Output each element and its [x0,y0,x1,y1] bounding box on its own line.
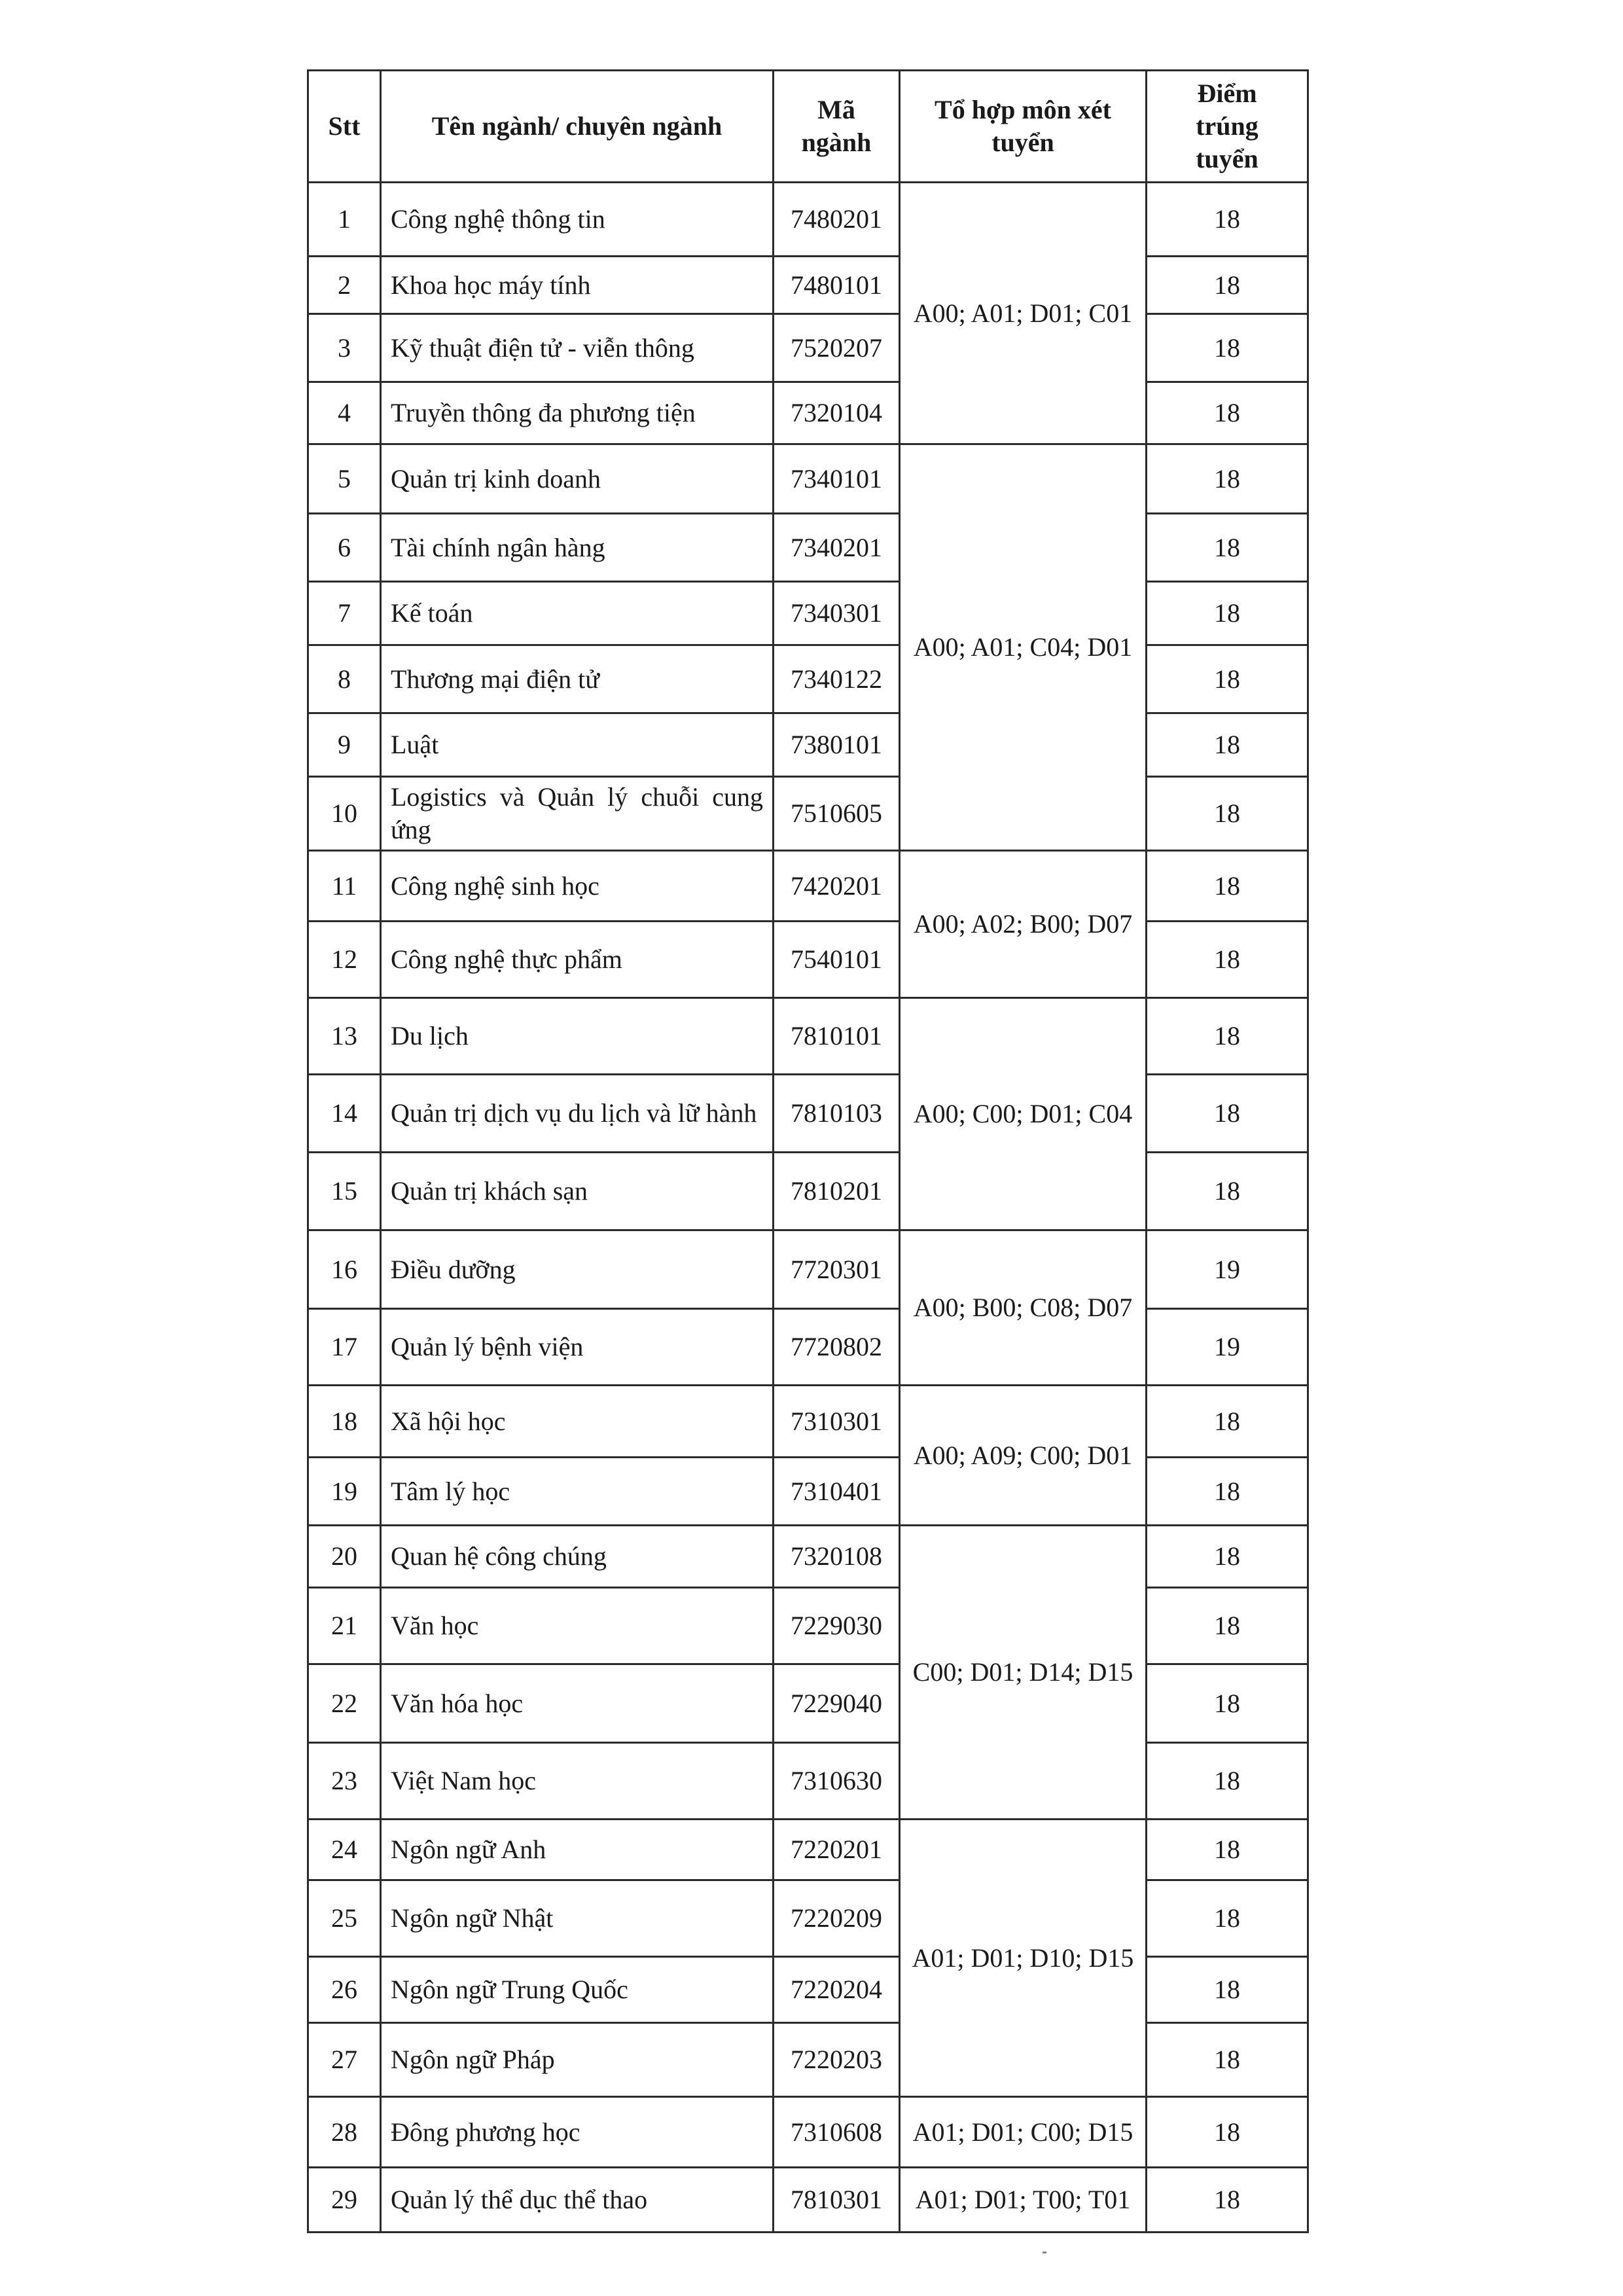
row-major-code: 7810201 [774,1153,900,1230]
row-admission-score: 18 [1147,1588,1308,1664]
row-major-code: 7520207 [774,314,900,382]
row-stt: 9 [308,713,381,777]
row-stt: 3 [308,314,381,382]
row-major-code: 7340301 [774,582,900,645]
table-row [308,514,1308,582]
row-admission-score: 18 [1147,713,1308,777]
row-admission-score: 18 [1147,1880,1308,1957]
row-major-name: Tâm lý học [381,1458,774,1526]
table-row [308,1386,1308,1458]
row-major-code: 7320104 [774,382,900,444]
row-admission-score: 18 [1147,1743,1308,1820]
header-subject-combination: Tổ hợp môn xét tuyển [900,71,1147,183]
row-admission-score: 18 [1147,314,1308,382]
subject-combination-cell: C00; D01; D14; D15 [900,1526,1147,1820]
row-major-name: Quản lý thể dục thể thao [381,2168,774,2233]
table-row [308,257,1308,314]
row-admission-score: 18 [1147,1526,1308,1588]
table-row [308,1880,1308,1957]
row-major-name: Ngôn ngữ Nhật [381,1880,774,1957]
row-major-name: Quản trị dịch vụ du lịch và lữ hành [381,1075,774,1153]
table-row [308,713,1308,777]
row-major-code: 7720802 [774,1309,900,1386]
row-major-code: 7810301 [774,2168,900,2233]
row-admission-score: 19 [1147,1230,1308,1309]
row-major-name: Công nghệ sinh học [381,851,774,922]
table-row [308,314,1308,382]
row-stt: 27 [308,2023,381,2097]
row-admission-score: 18 [1147,777,1308,851]
row-stt: 29 [308,2168,381,2233]
subject-combination-cell: A00; A01; D01; C01 [900,183,1147,444]
row-stt: 20 [308,1526,381,1588]
row-stt: 23 [308,1743,381,1820]
table-row [308,1309,1308,1386]
row-admission-score: 18 [1147,2023,1308,2097]
row-stt: 7 [308,582,381,645]
row-major-code: 7220204 [774,1957,900,2023]
row-major-code: 7340122 [774,645,900,713]
row-major-code: 7480201 [774,183,900,257]
row-major-name: Ngôn ngữ Trung Quốc [381,1957,774,2023]
header-major-code: Mã ngành [774,71,900,183]
table-row [308,1153,1308,1230]
row-stt: 24 [308,1820,381,1880]
row-major-code: 7810103 [774,1075,900,1153]
row-major-name: Luật [381,713,774,777]
row-major-code: 7340101 [774,444,900,514]
row-major-code: 7540101 [774,922,900,998]
row-major-code: 7229040 [774,1664,900,1743]
row-major-name: Điều dưỡng [381,1230,774,1309]
header-stt: Stt [308,71,381,183]
row-stt: 26 [308,1957,381,2023]
row-major-name: Du lịch [381,998,774,1075]
row-stt: 21 [308,1588,381,1664]
table-row [308,777,1308,851]
row-major-name: Văn hóa học [381,1664,774,1743]
row-major-name: Quan hệ công chúng [381,1526,774,1588]
row-major-code: 7480101 [774,257,900,314]
row-stt: 12 [308,922,381,998]
table-row [308,444,1308,514]
row-stt: 17 [308,1309,381,1386]
header-admission-score: Điểm trúng tuyển [1147,71,1308,183]
row-major-name: Ngôn ngữ Anh [381,1820,774,1880]
table-row [308,1230,1308,1309]
table-row [308,1743,1308,1820]
row-admission-score: 18 [1147,257,1308,314]
table-row [308,851,1308,922]
row-major-code: 7420201 [774,851,900,922]
row-admission-score: 18 [1147,1957,1308,2023]
row-stt: 2 [308,257,381,314]
table-row [308,2023,1308,2097]
header-major-name: Tên ngành/ chuyên ngành [381,71,774,183]
row-major-code: 7310301 [774,1386,900,1458]
row-major-code: 7320108 [774,1526,900,1588]
table-row [308,582,1308,645]
row-major-name: Công nghệ thực phẩm [381,922,774,998]
row-admission-score: 18 [1147,998,1308,1075]
table-row [308,1526,1308,1588]
table-row [308,183,1308,257]
row-major-name: Kỹ thuật điện tử - viễn thông [381,314,774,382]
row-admission-score: 18 [1147,382,1308,444]
row-admission-score: 18 [1147,2097,1308,2168]
subject-combination-cell: A00; A01; C04; D01 [900,444,1147,851]
row-stt: 10 [308,777,381,851]
row-major-code: 7220201 [774,1820,900,1880]
row-major-code: 7720301 [774,1230,900,1309]
subject-combination-cell: A00; A02; B00; D07 [900,851,1147,998]
row-major-code: 7310630 [774,1743,900,1820]
row-admission-score: 18 [1147,1386,1308,1458]
row-admission-score: 18 [1147,2168,1308,2233]
table-header-row [308,71,1308,183]
row-major-name: Thương mại điện tử [381,645,774,713]
table-body [308,183,1308,2233]
scan-artifact [1043,2251,1046,2253]
row-admission-score: 18 [1147,1458,1308,1526]
row-stt: 15 [308,1153,381,1230]
table-row [308,1957,1308,2023]
table-row [308,2097,1308,2168]
row-major-code: 7810101 [774,998,900,1075]
row-admission-score: 18 [1147,851,1308,922]
row-admission-score: 18 [1147,444,1308,514]
subject-combination-cell: A00; B00; C08; D07 [900,1230,1147,1386]
table-row [308,2168,1308,2233]
row-major-code: 7220203 [774,2023,900,2097]
row-major-name: Công nghệ thông tin [381,183,774,257]
row-major-code: 7310401 [774,1458,900,1526]
row-major-name: Việt Nam học [381,1743,774,1820]
table-row [308,1458,1308,1526]
row-stt: 14 [308,1075,381,1153]
row-stt: 5 [308,444,381,514]
row-admission-score: 18 [1147,1153,1308,1230]
row-major-code: 7340201 [774,514,900,582]
row-major-code: 7229030 [774,1588,900,1664]
row-admission-score: 19 [1147,1309,1308,1386]
subject-combination-cell: A01; D01; C00; D15 [900,2097,1147,2168]
row-stt: 6 [308,514,381,582]
row-major-code: 7380101 [774,713,900,777]
table-row [308,645,1308,713]
row-admission-score: 18 [1147,582,1308,645]
row-stt: 22 [308,1664,381,1743]
row-admission-score: 18 [1147,1820,1308,1880]
row-stt: 1 [308,183,381,257]
table-row [308,1664,1308,1743]
row-stt: 4 [308,382,381,444]
row-stt: 13 [308,998,381,1075]
row-admission-score: 18 [1147,1664,1308,1743]
row-major-name: Khoa học máy tính [381,257,774,314]
row-major-name: Logistics và Quản lý chuỗi cung ứng [381,777,774,851]
row-major-name: Xã hội học [381,1386,774,1458]
row-major-name: Quản lý bệnh viện [381,1309,774,1386]
row-admission-score: 18 [1147,645,1308,713]
table-row [308,922,1308,998]
row-major-name: Quản trị khách sạn [381,1153,774,1230]
subject-combination-cell: A00; A09; C00; D01 [900,1386,1147,1526]
row-major-code: 7220209 [774,1880,900,1957]
row-admission-score: 18 [1147,922,1308,998]
row-major-name: Đông phương học [381,2097,774,2168]
table-row [308,998,1308,1075]
row-major-name: Văn học [381,1588,774,1664]
row-stt: 25 [308,1880,381,1957]
row-admission-score: 18 [1147,514,1308,582]
subject-combination-cell: A00; C00; D01; C04 [900,998,1147,1230]
row-stt: 18 [308,1386,381,1458]
row-major-name: Truyền thông đa phương tiện [381,382,774,444]
subject-combination-cell: A01; D01; T00; T01 [900,2168,1147,2233]
subject-combination-cell: A01; D01; D10; D15 [900,1820,1147,2097]
row-major-name: Quản trị kinh doanh [381,444,774,514]
row-stt: 28 [308,2097,381,2168]
row-major-name: Tài chính ngân hàng [381,514,774,582]
row-stt: 19 [308,1458,381,1526]
row-major-code: 7510605 [774,777,900,851]
row-admission-score: 18 [1147,183,1308,257]
admission-scores-table [307,69,1309,2233]
row-stt: 11 [308,851,381,922]
table-row [308,1820,1308,1880]
row-major-code: 7310608 [774,2097,900,2168]
row-stt: 16 [308,1230,381,1309]
table-row [308,1588,1308,1664]
row-admission-score: 18 [1147,1075,1308,1153]
table-row [308,1075,1308,1153]
row-major-name: Kế toán [381,582,774,645]
row-major-name: Ngôn ngữ Pháp [381,2023,774,2097]
table-row [308,382,1308,444]
row-stt: 8 [308,645,381,713]
